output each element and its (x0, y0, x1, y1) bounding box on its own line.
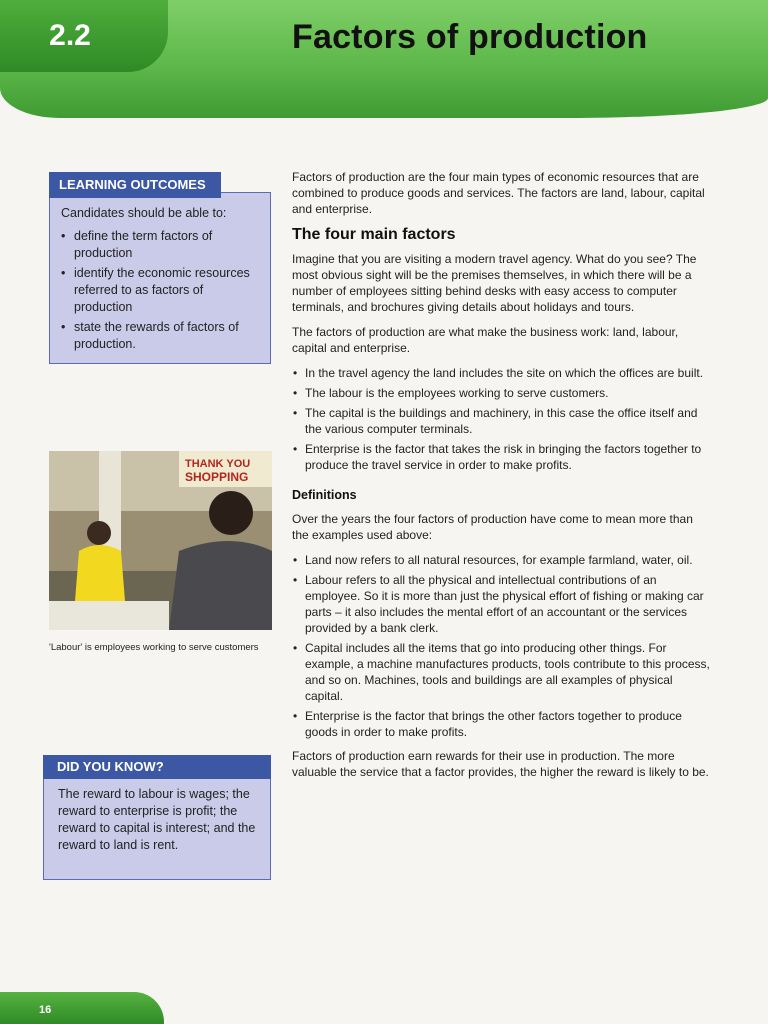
page-number: 16 (39, 1004, 52, 1016)
definition-list-item: • Enterprise is the factor that brings the other factors together to produce goods in order to make profits. (292, 708, 712, 740)
factor-list-item: • The labour is the employees working to serve customers. (292, 385, 712, 401)
photo-illustration (49, 451, 272, 630)
factor-list-item: • The capital is the buildings and machinery, in this case the office itself and the various computer terminals. (292, 405, 712, 437)
learning-outcomes-box (49, 172, 271, 364)
body-paragraph: The factors of production are what make the business work: land, labour, capital and enterprise. (292, 325, 679, 355)
factor-list-item: • Enterprise is the factor that takes the risk in bringing the factors together to produce the travel service in order to make profits. (292, 441, 712, 473)
chapter-badge (0, 0, 168, 72)
customer-head (209, 491, 253, 535)
footer-band (0, 992, 164, 1024)
did-you-know-text: The reward to labour is wages; the reward to enterprise is profit; the reward to capital is interest; and the reward to land is rent. (43, 777, 271, 880)
learning-outcome-item: • state the rewards of factors of production. (61, 319, 260, 353)
section-heading-four-factors: The four main factors (292, 226, 456, 243)
did-you-know-heading: DID YOU KNOW? (43, 755, 271, 779)
shop-sign-text: SHOPPING (185, 470, 249, 484)
desk-papers (49, 601, 169, 630)
four-factors-list (292, 365, 712, 473)
closing-paragraph: Factors of production earn rewards for their use in production. The more valuable the service that a factor provides, the higher the reward is likely to be. (292, 749, 709, 779)
definition-list-item: • Capital includes all the items that go into producing other things. For example, a machine manufactures products, tools contribute to this process, and so on. Machines, tools and buildings are all examples of physical capital. (292, 640, 712, 704)
customer-body (169, 541, 272, 630)
definitions-list (292, 552, 712, 740)
learning-outcomes-intro: Candidates should be able to: (61, 206, 227, 220)
did-you-know-box (43, 755, 271, 880)
definition-list-item: • Land now refers to all natural resources, for example farmland, water, oil. (292, 552, 712, 568)
main-content (292, 169, 712, 789)
definitions-intro: Over the years the four factors of production have come to mean more than the examples used above: (292, 512, 693, 542)
learning-outcome-item: • identify the economic resources referred to as factors of production (61, 265, 260, 316)
section-heading-definitions: Definitions (292, 488, 357, 502)
learning-outcome-item: • define the term factors of production (61, 228, 260, 262)
learning-outcomes-list (61, 228, 260, 353)
intro-paragraph: Factors of production are the four main types of economic resources that are combined to produce goods and services. The factors are land, labour, capital and enterprise. (292, 170, 705, 216)
employee-shirt (75, 545, 125, 601)
employee-head (87, 521, 111, 545)
definition-list-item: • Labour refers to all the physical and intellectual contributions of an employee. So it is more than just the physical effort of fishing or making car parts – it also includes the mental effort of an accountant or the services provided by a bank clerk. (292, 572, 712, 636)
page-title: Factors of production (292, 18, 648, 56)
learning-outcomes-heading: LEARNING OUTCOMES (49, 172, 221, 198)
factor-list-item: • In the travel agency the land includes the site on which the offices are built. (292, 365, 712, 381)
photo-caption: 'Labour' is employees working to serve customers (49, 642, 259, 653)
learning-outcomes-body (49, 192, 271, 364)
chapter-number: 2.2 (49, 19, 91, 52)
body-paragraph: Imagine that you are visiting a modern travel agency. What do you see? The most obvious sight will be the premises themselves, in which there will be a number of employees sitting behind desks with easy access to computer terminals, and brochures giving details about holidays and tours. (292, 252, 697, 314)
travel-agency-photo (49, 451, 272, 630)
shop-sign-text: THANK YOU (185, 458, 251, 470)
